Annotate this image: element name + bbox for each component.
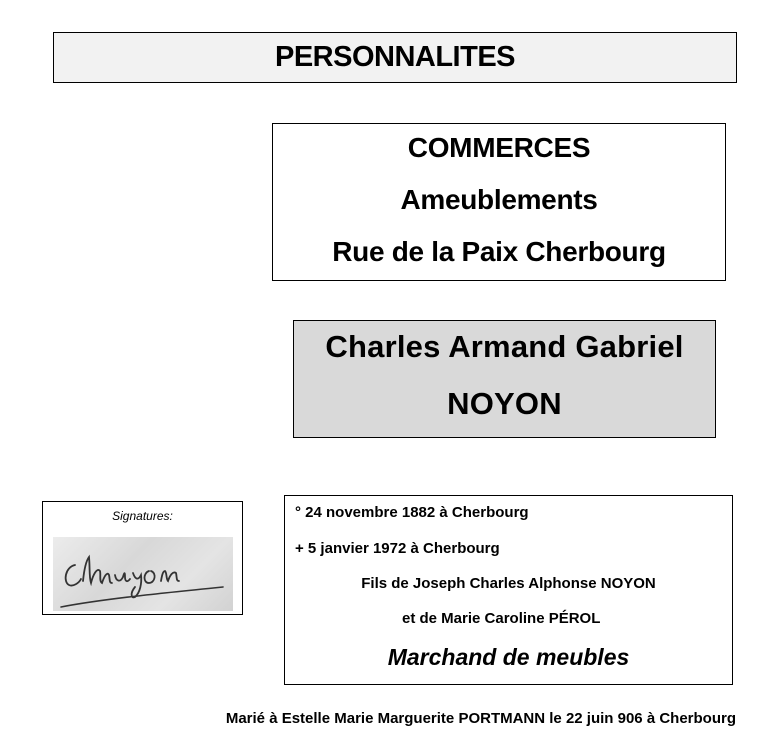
- commerce-category: COMMERCES: [407, 132, 591, 163]
- person-name-box: [293, 320, 716, 438]
- signature-label: Signatures:: [112, 509, 173, 523]
- death-date: + 5 janvier 1972 à Cherbourg: [295, 540, 500, 557]
- mother-name: et de Marie Caroline PÉROL: [402, 610, 601, 627]
- signature-box: [42, 501, 243, 615]
- birth-date: ° 24 novembre 1882 à Cherbourg: [295, 504, 529, 521]
- handwritten-signature-icon: [53, 537, 233, 611]
- profession: Marchand de meubles: [387, 644, 630, 670]
- biography-box: [284, 495, 733, 685]
- commerce-box: [272, 123, 726, 281]
- father-name: Fils de Joseph Charles Alphonse NOYON: [361, 575, 656, 592]
- person-first-names: Charles Armand Gabriel: [325, 329, 684, 364]
- commerce-type: Ameublements: [400, 184, 598, 215]
- header-box: [53, 32, 737, 83]
- marriage-info: Marié à Estelle Marie Marguerite PORTMANN le 22 juin 906 à Cherbourg: [225, 710, 736, 727]
- page-title: PERSONNALITES: [274, 41, 516, 73]
- person-last-name: NOYON: [447, 386, 562, 421]
- commerce-address: Rue de la Paix Cherbourg: [332, 236, 666, 267]
- signature-image: [53, 537, 233, 611]
